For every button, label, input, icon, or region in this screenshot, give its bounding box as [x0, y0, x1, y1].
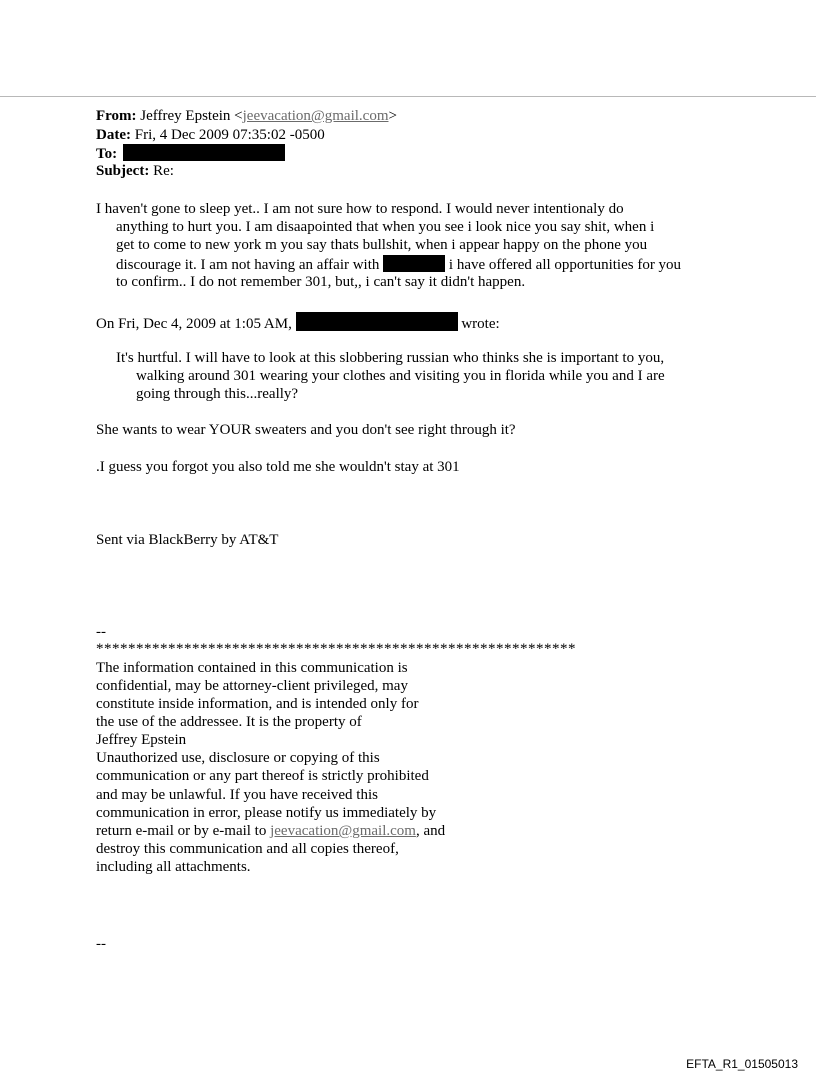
disclaimer-email-link[interactable]: jeevacation@gmail.com — [270, 823, 416, 839]
from-line: From: Jeffrey Epstein <jeevacation@gmail.com> — [96, 108, 397, 124]
quoted-line-3: going through this...really? — [136, 386, 299, 402]
separator-stars: ************************************************************ — [96, 641, 576, 657]
to-label: To: — [96, 146, 118, 162]
top-divider — [0, 96, 816, 97]
separator-dash-1: -- — [96, 624, 106, 640]
from-email-link[interactable]: jeevacation@gmail.com — [242, 108, 389, 124]
redaction-box-name — [383, 255, 445, 272]
reply-line-4-start: discourage it. I am not having an affair with — [116, 257, 380, 273]
quoted-line-1: It's hurtful. I will have to look at this slobbering russian who thinks she is important to you, — [116, 350, 665, 366]
disclaimer-line-3: constitute inside information, and is intended only for — [96, 696, 419, 712]
disclaimer-line-10-start: return e-mail or by e-mail to — [96, 823, 267, 839]
redaction-box-to — [123, 144, 285, 161]
redaction-box-sender — [296, 312, 458, 331]
reply-line-4 — [116, 255, 681, 274]
from-name: Jeffrey Epstein — [140, 108, 231, 124]
disclaimer-line-6: Unauthorized use, disclosure or copying of this — [96, 750, 380, 766]
disclaimer-line-2: confidential, may be attorney-client privileged, may — [96, 678, 408, 694]
quote-header — [96, 312, 500, 333]
disclaimer-line-8: and may be unlawful. If you have received this — [96, 787, 378, 803]
from-label: From: — [96, 108, 137, 124]
disclaimer-line-12: including all attachments. — [96, 859, 251, 875]
disclaimer-line-11: destroy this communication and all copies thereof, — [96, 841, 399, 857]
disclaimer-line-1: The information contained in this communication is — [96, 660, 408, 676]
reply-line-5: to confirm.. I do not remember 301, but,, i can't say it didn't happen. — [116, 274, 526, 290]
date-value: Fri, 4 Dec 2009 07:35:02 -0500 — [134, 127, 325, 143]
disclaimer-line-5: Jeffrey Epstein — [96, 732, 187, 748]
subject-label: Subject: — [96, 163, 150, 179]
reply-line-3: get to come to new york m you say thats bullshit, when i appear happy on the phone you — [116, 237, 648, 253]
disclaimer-line-10 — [96, 822, 445, 840]
to-line — [96, 144, 285, 163]
quoted-paragraph-3: .I guess you forgot you also told me she wouldn't stay at 301 — [96, 459, 460, 475]
subject-line — [96, 162, 174, 180]
date-line — [96, 126, 325, 144]
quoted-line-2: walking around 301 wearing your clothes and visiting you in florida while you and I are — [136, 368, 665, 384]
reply-line-2: anything to hurt you. I am disaapointed that when you see i look nice you say shit, when i — [116, 219, 655, 235]
quoted-paragraph-2: She wants to wear YOUR sweaters and you don't see right through it? — [96, 422, 516, 438]
disclaimer-line-7: communication or any part thereof is strictly prohibited — [96, 768, 429, 784]
separator-dash-2: -- — [96, 936, 106, 952]
blackberry-signature: Sent via BlackBerry by AT&T — [96, 532, 279, 548]
disclaimer-line-10-end: , and — [415, 823, 446, 839]
reply-line-1: I haven't gone to sleep yet.. I am not sure how to respond. I would never intentionaly do — [96, 201, 624, 217]
date-label: Date: — [96, 127, 131, 143]
reply-line-4-end: i have offered all opportunities for you — [448, 257, 682, 273]
document-id: EFTA_R1_01505013 — [686, 1057, 798, 1071]
quote-header-end: wrote: — [461, 316, 500, 332]
disclaimer-line-4: the use of the addressee. It is the property of — [96, 714, 362, 730]
disclaimer-line-9: communication in error, please notify us immediately by — [96, 805, 437, 821]
quote-header-start: On Fri, Dec 4, 2009 at 1:05 AM, — [96, 316, 292, 332]
subject-value: Re: — [153, 163, 174, 179]
